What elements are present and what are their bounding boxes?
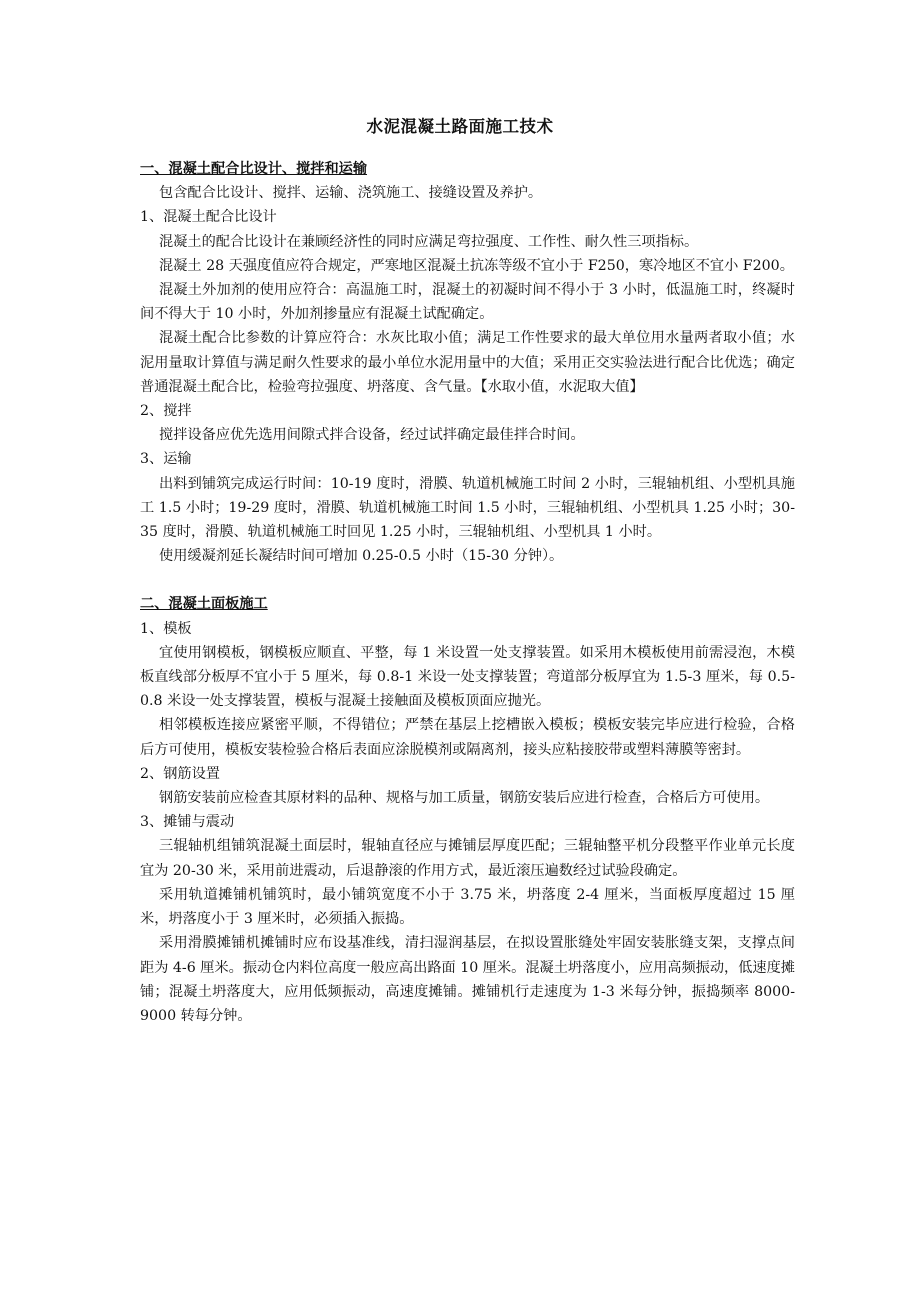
- subsection-heading: 3、摊铺与震动: [140, 814, 235, 831]
- paragraph: 相邻模板连接应紧密平顺，不得错位；严禁在基层上挖槽嵌入模板；模板安装完毕应进行检验，合格后方可使用，模板安装检验合格后表面应涂脱模剂或隔离剂，接头应粘接胶带或塑料薄膜等密封。: [140, 717, 795, 758]
- paragraph: 混凝土外加剂的使用应符合：高温施工时，混凝土的初凝时间不得小于 3 小时，低温施工时，终凝时间不得大于 10 小时，外加剂掺量应有混凝土试配确定。: [140, 282, 795, 323]
- document-body: [140, 157, 795, 1028]
- paragraph: 采用滑膜摊铺机摊铺时应布设基准线，清扫湿润基层，在拟设置胀缝处牢固安装胀缝支架，支撑点间距为 4-6 厘米。振动仓内料位高度一般应高出路面 10 厘米。混凝土坍落度小，应用高频振动，低速度摊铺；混凝土坍落度大，应用低频振动，高速度摊铺。摊铺机行走速度为 1-3 米每分钟，振捣频率 8000-9000 转每分钟。: [140, 935, 795, 1024]
- paragraph: 混凝土配合比参数的计算应符合：水灰比取小值；满足工作性要求的最大单位用水量两者取小值；水泥用量取计算值与满足耐久性要求的最小单位水泥用量中的大值；采用正交实验法进行配合比优选；确定普通混凝土配合比，检验弯拉强度、坍落度、含气量。【水取小值，水泥取大值】: [140, 330, 795, 395]
- paragraph: 宜使用钢模板，钢模板应顺直、平整，每 1 米设置一处支撑装置。如采用木模板使用前需浸泡，木模板直线部分板厚不宜小于 5 厘米，每 0.8-1 米设一处支撑装置；弯道部分板厚宜为 1.5-3 厘米，每 0.5-0.8 米设一处支撑装置，模板与混凝土接触面及模板顶面应抛光。: [140, 644, 795, 710]
- paragraph: 钢筋安装前应检查其原材料的品种、规格与加工质量，钢筋安装后应进行检查，合格后方可使用。: [159, 790, 770, 807]
- paragraph: 混凝土的配合比设计在兼顾经济性的同时应满足弯拉强度、工作性、耐久性三项指标。: [159, 233, 699, 250]
- paragraph: 出料到铺筑完成运行时间：10-19 度时，滑膜、轨道机械施工时间 2 小时，三辊轴机组、小型机具施工 1.5 小时；19-29 度时，滑膜、轨道机械施工时间 1.5 小时，三辊轴机组、小型机具 1.25 小时；30-35 度时，滑膜、轨道机械施工时回见 1.25 小时，三辊轴机组、小型机具 1 小时。: [140, 475, 795, 541]
- section-heading: 二、混凝土面板施工: [140, 596, 268, 613]
- section-intro: 包含配合比设计、搅拌、运输、浇筑施工、接缝设置及养护。: [159, 185, 543, 202]
- document-title: 水泥混凝土路面施工技术: [366, 117, 554, 136]
- paragraph: 混凝土 28 天强度值应符合规定，严寒地区混凝土抗冻等级不宜小于 F250，寒冷地区不宜小 F200。: [159, 257, 794, 274]
- subsection-heading: 1、混凝土配合比设计: [140, 209, 277, 226]
- subsection-heading: 2、钢筋设置: [140, 765, 220, 782]
- paragraph: 采用轨道摊铺机铺筑时，最小铺筑宽度不小于 3.75 米，坍落度 2-4 厘米，当面板厚度超过 15 厘米，坍落度小于 3 厘米时，必须插入振捣。: [140, 886, 795, 928]
- subsection-heading: 3、运输: [140, 451, 192, 468]
- paragraph: 使用缓凝剂延长凝结时间可增加 0.25-0.5 小时（15-30 分钟）。: [159, 548, 564, 565]
- subsection-heading: 1、模板: [140, 620, 192, 637]
- paragraph: 三辊轴机组铺筑混凝土面层时，辊轴直径应与摊铺层厚度匹配；三辊轴整平机分段整平作业单元长度宜为 20-30 米，采用前进震动，后退静滚的作用方式，最近滚压遍数经过试验段确定。: [140, 838, 795, 879]
- section-heading: 一、混凝土配合比设计、搅拌和运输: [140, 161, 368, 177]
- subsection-heading: 2、搅拌: [140, 403, 192, 420]
- section-spacer: [140, 568, 795, 592]
- paragraph: 搅拌设备应优先选用间隙式拌合设备，经过试拌确定最佳拌合时间。: [159, 427, 585, 444]
